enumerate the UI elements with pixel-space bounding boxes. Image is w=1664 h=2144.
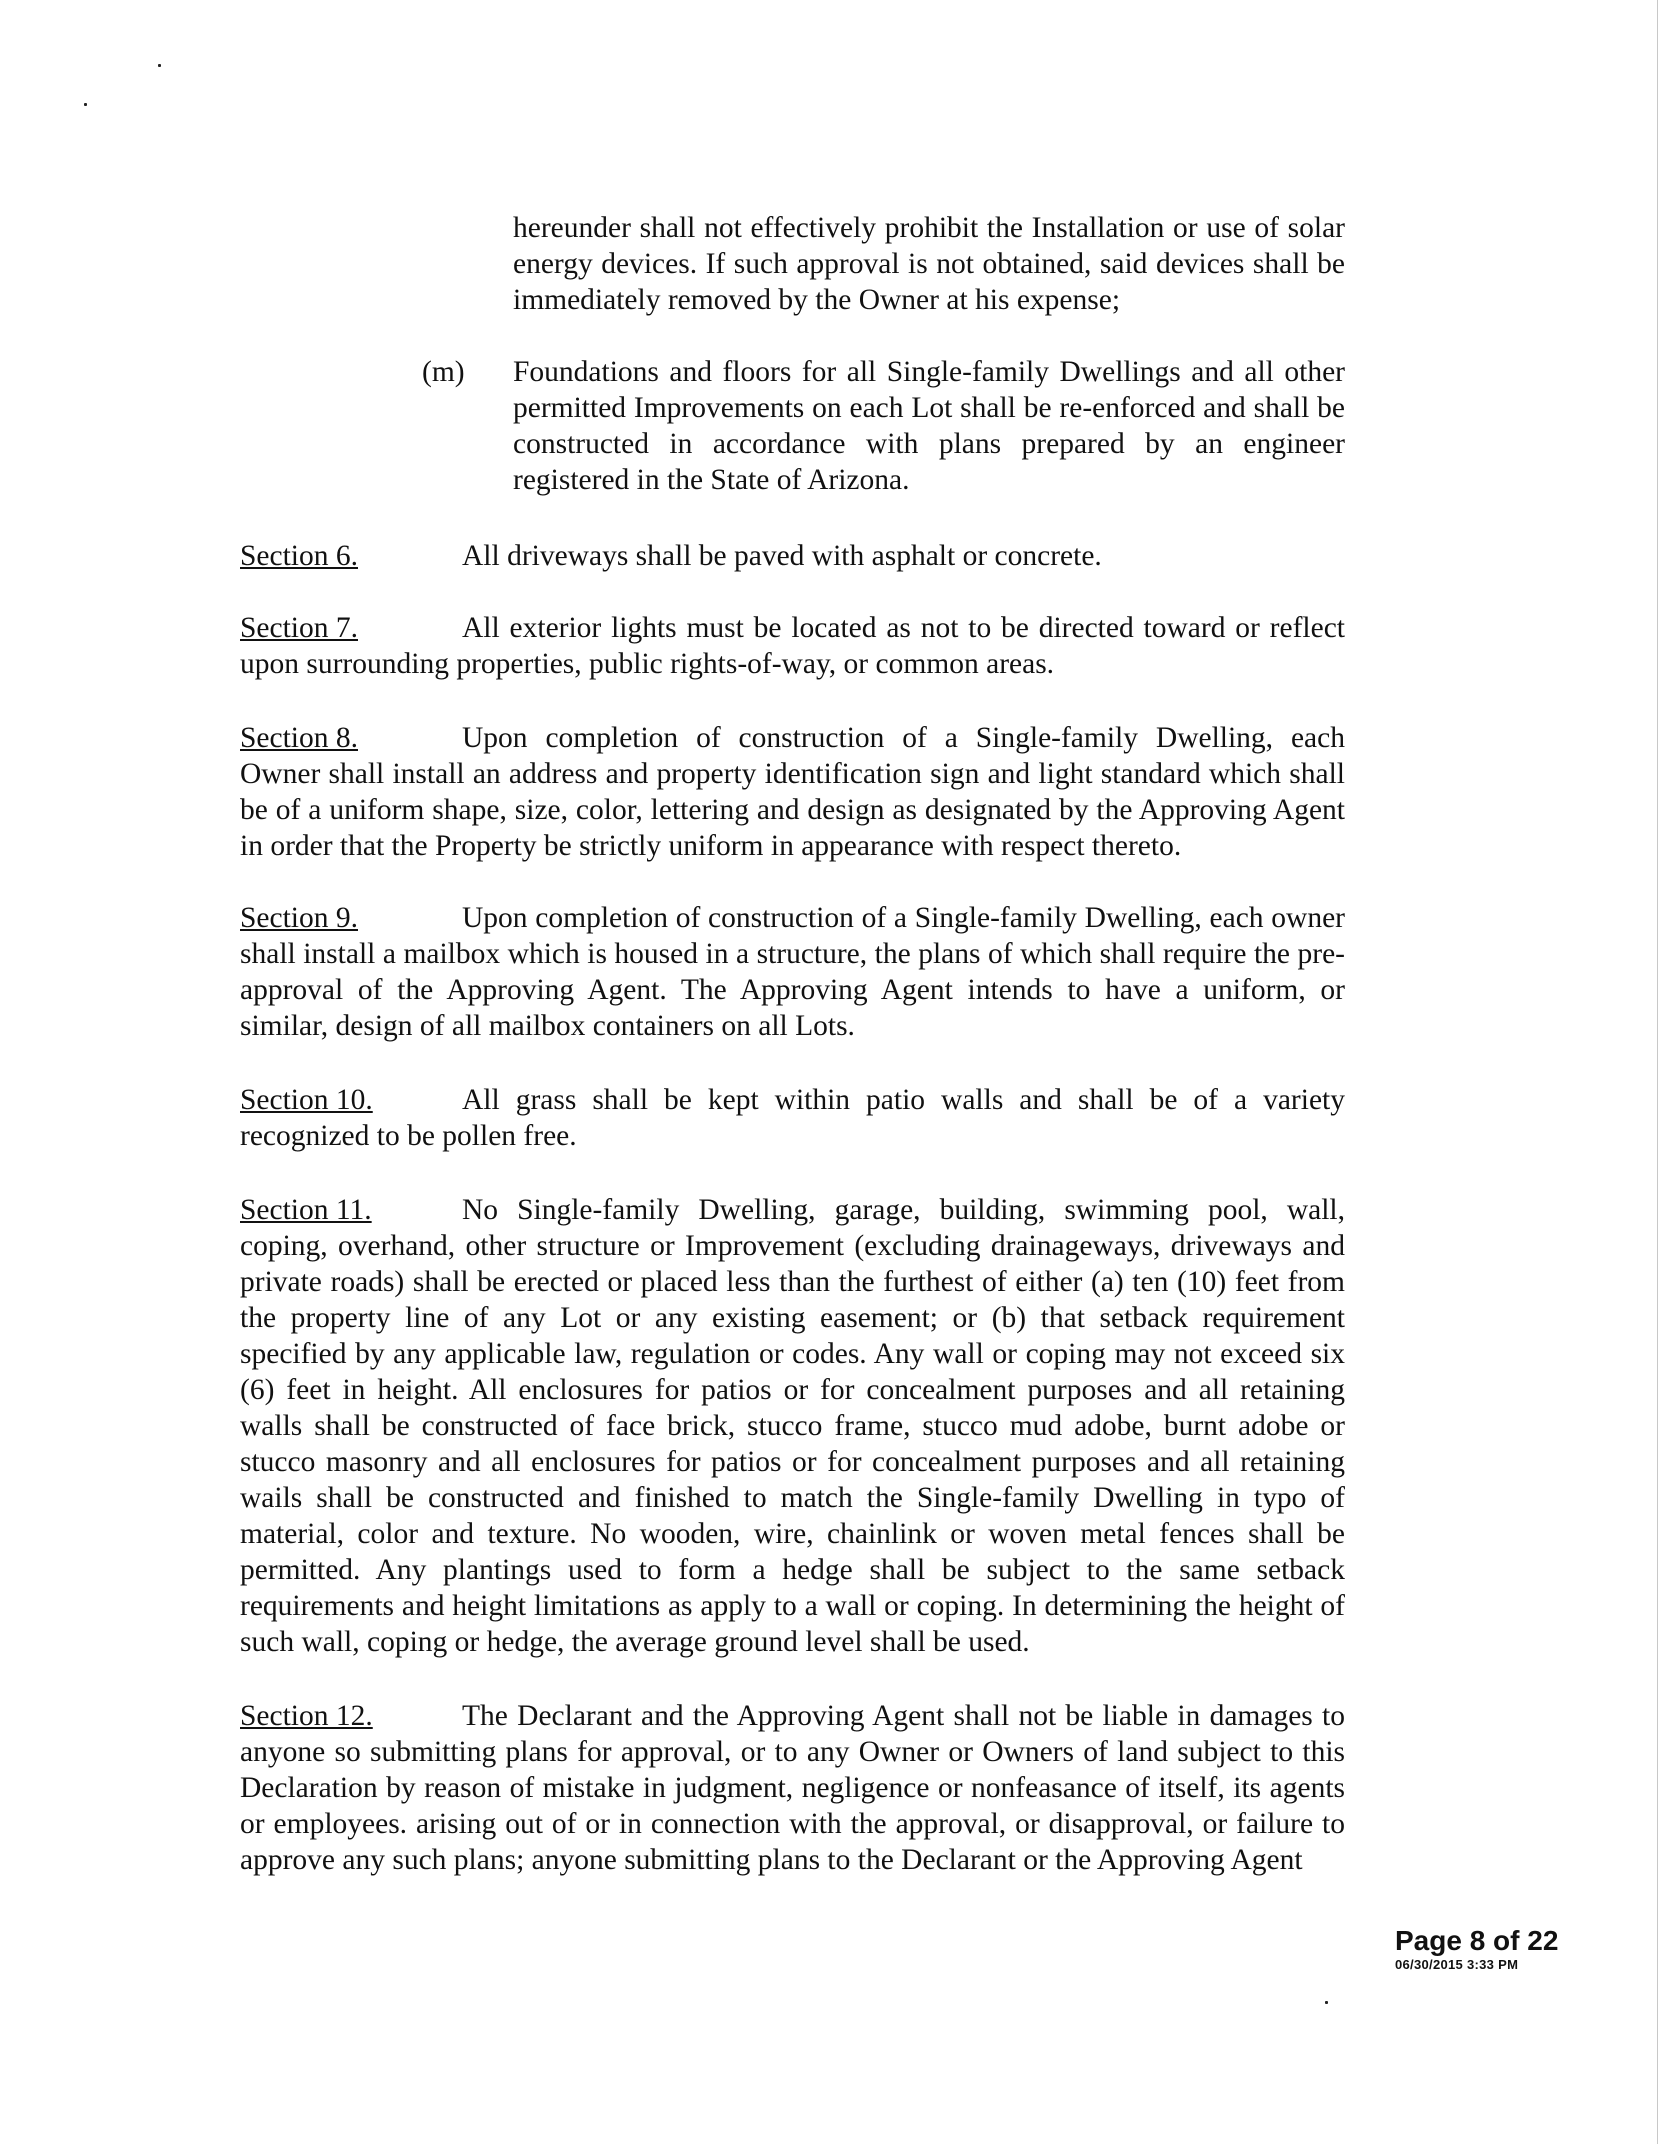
section-11-text: No Single-family Dwelling, garage, building, swimming pool, wall, coping, overhand, other structure or Improvement (excluding drainageways, driveways and private roads) shall be erected or placed less than the furthest of either (a) ten (10) feet from the property line of any Lot or any existing easement; or (b) that setback requirement specified by any applicable law, regulation or codes. Any wall or coping may not exceed six (6) feet in height. All enclosures for patios or for concealment purposes and all retaining walls shall be constructed of face brick, stucco frame, stucco mud adobe, burnt adobe or stucco masonry and all enclosures for patios or for concealment purposes and all retaining wails shall be constructed and finished to match the Single-family Dwelling in typo of material, color and texture. No wooden, wire, chainlink or woven metal fences shall be permitted. Any plantings used to form a hedge shall be subject to the same setback requirements and height limitations as apply to a wall or coping. In determining the height of such wall, coping or hedge, the average ground level shall be used.: [240, 1194, 1345, 1658]
section-8: [240, 720, 1345, 864]
subsection-l-continuation: hereunder shall not effectively prohibit the Installation or use of solar energy devices. If such approval is not obtained, said devices shall be immediately removed by the Owner at his expense;: [513, 212, 1345, 316]
scan-speck: [1325, 2001, 1328, 2004]
section-7-text: All exterior lights must be located as not to be directed toward or reflect upon surrounding properties, public rights-of-way, or common areas.: [240, 612, 1345, 680]
scan-speck: [158, 64, 161, 67]
section-11: [240, 1192, 1345, 1660]
scan-speck: [84, 103, 87, 106]
section-9-text: Upon completion of construction of a Single-family Dwelling, each owner shall install a mailbox which is housed in a structure, the plans of which shall require the pre-approval of the Approving Agent. The Approving Agent intends to have a uniform, or similar, design of all mailbox containers on all Lots.: [240, 902, 1345, 1042]
section-6-label: Section 6.: [240, 540, 358, 572]
page-footer: [1395, 1925, 1558, 1973]
section-6: [240, 538, 1345, 574]
section-6-text: All driveways shall be paved with asphalt or concrete.: [462, 540, 1102, 572]
section-12: [240, 1698, 1345, 1878]
section-8-label: Section 8.: [240, 722, 358, 754]
print-timestamp: 06/30/2015 3:33 PM: [1395, 1957, 1519, 1972]
section-12-label: Section 12.: [240, 1700, 373, 1732]
section-12-text: The Declarant and the Approving Agent shall not be liable in damages to anyone so submitting plans for approval, or to any Owner or Owners of land subject to this Declaration by reason of mistake in judgment, negligence or nonfeasance of itself, its agents or employees. arising out of or in connection with the approval, or disapproval, or failure to approve any such plans; anyone submitting plans to the Declarant or the Approving Agent: [240, 1700, 1345, 1876]
section-7: [240, 610, 1345, 682]
page-edge-rule: [1657, 0, 1658, 2144]
section-10: [240, 1082, 1345, 1154]
subsection-m-number: (m): [422, 356, 465, 388]
section-10-text: All grass shall be kept within patio walls and shall be of a variety recognized to be pollen free.: [240, 1084, 1345, 1152]
section-9: [240, 900, 1345, 1044]
section-11-label: Section 11.: [240, 1194, 372, 1226]
section-9-label: Section 9.: [240, 902, 358, 934]
subsection-m-text: Foundations and floors for all Single-family Dwellings and all other permitted Improvements on each Lot shall be re-enforced and shall be constructed in accordance with plans prepared by an engineer registered in the State of Arizona.: [513, 356, 1345, 496]
section-10-label: Section 10.: [240, 1084, 373, 1116]
section-7-label: Section 7.: [240, 612, 358, 644]
page-number: Page 8 of 22: [1395, 1925, 1559, 1956]
section-8-text: Upon completion of construction of a Single-family Dwelling, each Owner shall install an address and property identification sign and light standard which shall be of a uniform shape, size, color, lettering and design as designated by the Approving Agent in order that the Property be strictly uniform in appearance with respect thereto.: [240, 722, 1345, 862]
